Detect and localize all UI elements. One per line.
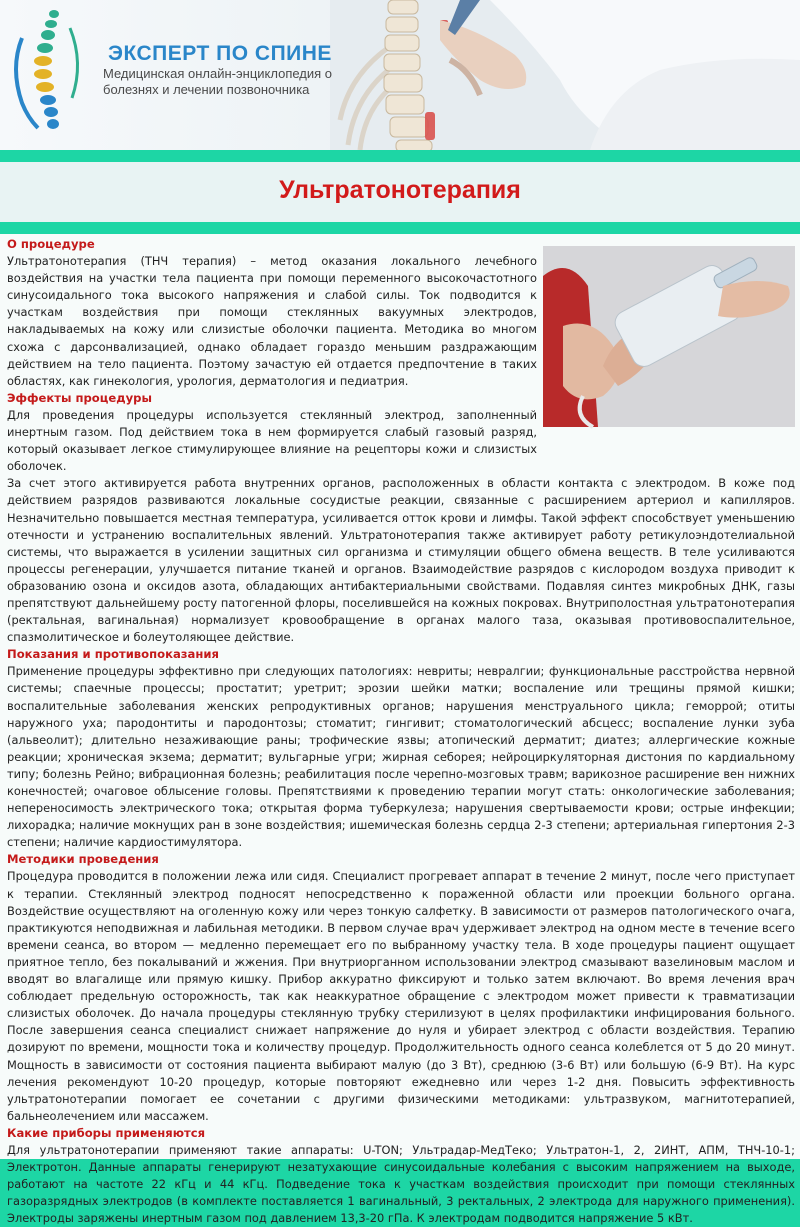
section-text: За счет этого активируется работа внутренних органов, расположенных в области контакта с электродом. В коже под действием разрядов развиваются локальные сосудистые реакции, связанные с расширением артериол и капилляров. Незначительно повышается местная температура, усиливается отток крови и лимфы. Такой эффект способствует уменьшению отечности и устранению воспалительных явлений. Ультратонотерапия также активирует работу ретикулоэндотелиальной системы, что выражается в усилении защитных сил организма и стимуляции общего обмена веществ. В теле усиливаются процессы регенерации, улучшается питание тканей и органов. Взаимодействие разрядов с кислородом воздуха приводит к образованию озона и оксидов азота, обладающих антибактериальными свойствами. Подавляя синтез микробных ДНК, газы препятствуют дальнейшему росту патогенной флоры, поселившейся на кожных покровах. Внутриполостная ультратонотерапия (ректальная, вагинальная) нормализует кровообращение в органах малого таза, оказывая противовоспалительное, спазмолитическое и болеутоляющее действие. xyxy=(7,476,795,645)
title-bar xyxy=(0,162,800,222)
section-text: Для ультратонотерапии применяют такие аппараты: U-TON; Ультрадар-МедТеко; Ультратон-1, 2, 2ИНТ, АПМ, ТНЧ-10-1; Электротон. Данные аппараты генерируют незатухающие синусоидальные колебания с высоким напряжением на выходе, работают на частоте 22 кГц и 44 кГц. Подведение тока к участкам воздействия происходит при помощи стеклянных газоразрядных электродов (в комплекте поставляется 1 вагинальный, 3 ректальных, 2 электрода для наружного применения). Электроды заряжены инертным газом под давлением 13,3-20 гПа. К электродам подводится напряжение 5 кВт. xyxy=(7,1142,795,1226)
spine-illustration xyxy=(330,0,800,150)
logo-subtitle: Медицинская онлайн-энциклопедия о болезнях и лечении позвоночника xyxy=(103,66,333,97)
section-heading: Методики проведения xyxy=(7,852,159,867)
logo-icon xyxy=(8,8,86,133)
article-panel xyxy=(0,162,800,1226)
section-heading: Какие приборы применяются xyxy=(7,1125,206,1140)
logo-title[interactable]: ЭКСПЕРТ ПО СПИНЕ xyxy=(108,42,332,65)
divider-band xyxy=(0,222,800,234)
divider-band xyxy=(0,150,800,162)
section-heading: Показания и противопоказания xyxy=(7,647,219,662)
section-heading: О процедуре xyxy=(7,237,95,251)
section-text: Ультратонотерапия (ТНЧ терапия) – метод оказания локального лечебного воздействия на участки тела пациента при помощи переменного высокочастотного синусоидального тока высокого напряжения и слабой силы. Ток подводится к участкам воздействия при помощи стеклянных вакуумных электродов, накладываемых на кожу или слизистые оболочки пациента. Методика во многом схожа с дарсонвализацией, однако обладает гораздо меньшим раздражающим действием на тело пациента. Поэтому зачастую ей отдается предпочтение в таких областях, как гинекология, урология, дерматология и педиатрия. xyxy=(7,254,537,388)
section-text: Процедура проводится в положении лежа или сидя. Специалист прогревает аппарат в течение 2 минут, после чего приступает к терапии. Стеклянный электрод подносят непосредственно к пораженной области или проекции больного органа. Воздействие осуществляют на оголенную кожу или через тонкую салфетку. В зависимости от размеров патологического очага, практикуются неподвижная и лабильная методики. В первом случае врач удерживает электрод на одном месте в течение всего времени сеанса, во втором — медленно перемещает его по выбранному участку тела. В ходе процедуры пациент ощущает приятное тепло, без покалываний и жжения. При внутриорганном использовании электрод смазывают вазелиновым маслом и вводят во влагалище или прямую кишку. Прибор аккуратно фиксируют и только затем включают. Во время лечения врач соблюдает предельную осторожность, так как неаккуратное обращение с электродом может привести к травматизации слизистых оболочек. До начала процедуры стеклянную трубку стерилизуют в целях профилактики инфицирования больного. После завершения сеанса специалист снижает напряжение до нуля и убирает электрод с области воздействия. Терапию дозируют по времени, мощности тока и количеству процедур. Продолжительность одного сеанса колеблется от 5 до 20 минут. Мощность в зависимости от состояния пациента выбирают малую (до 3 Вт), среднюю (3-6 Вт) или большую (6-9 Вт). На курс лечения рекомендуют 10-20 процедур, которые повторяют ежедневно или через 1-2 дня. Повысить эффективность ультратонотерапии помогает ее сочетании с другими физическими методиками: ультразвуком, магнитотерапией, бальнеолечением или массажем. xyxy=(7,869,795,1123)
section-text: Для проведения процедуры используется стеклянный электрод, заполненный инертным газом. Под действием тока в нем формируется слабый газовый разряд, который оказывает легкое стимулирующее влияние на рецепторы кожи и слизистых оболочек. xyxy=(7,407,537,474)
page-title: Ультратонотерапия xyxy=(279,176,521,204)
article-body xyxy=(7,236,795,1227)
section-text: Применение процедуры эффективно при следующих патологиях: невриты; невралгии; функциональные расстройства нервной системы; спаечные процессы; простатит; уретрит; эрозии шейки матки; воспаление или трещины прямой кишки; воспалительные заболевания женских репродуктивных органов; нарушения менструального цикла; геморрой; отиты наружного уха; пародонтиты и пародонтозы; стоматит; гингивит; стоматологический абсцесс; воспаление лунки зуба (альвеолит); длительно незаживающие раны; трофические язвы; атопический дерматит; диатез; аллергические кожные реакции; хроническая экзема; дерматит; вульгарные угри; жирная себорея; нейроциркуляторная дистония по кардиальному типу; болезнь Рейно; вибрационная болезнь; реабилитация после черепно-мозговых травм; варикозное расширение вен нижних конечностей; очаговое облысение головы. Препятствиями к проведению терапии могут стать: онкологические заболевания; непереносимость электрического тока; открытая форма туберкулеза; нарушения свертываемости крови; острые инфекции; лихорадка; наличие мокнущих ран в зоне воздействия; ишемическая болезнь сердца 2-3 степени; артериальная гипертония 2-3 степени; наличие кардиостимулятора. xyxy=(7,664,795,850)
section-heading: Эффекты процедуры xyxy=(7,390,152,405)
site-header xyxy=(0,0,800,150)
